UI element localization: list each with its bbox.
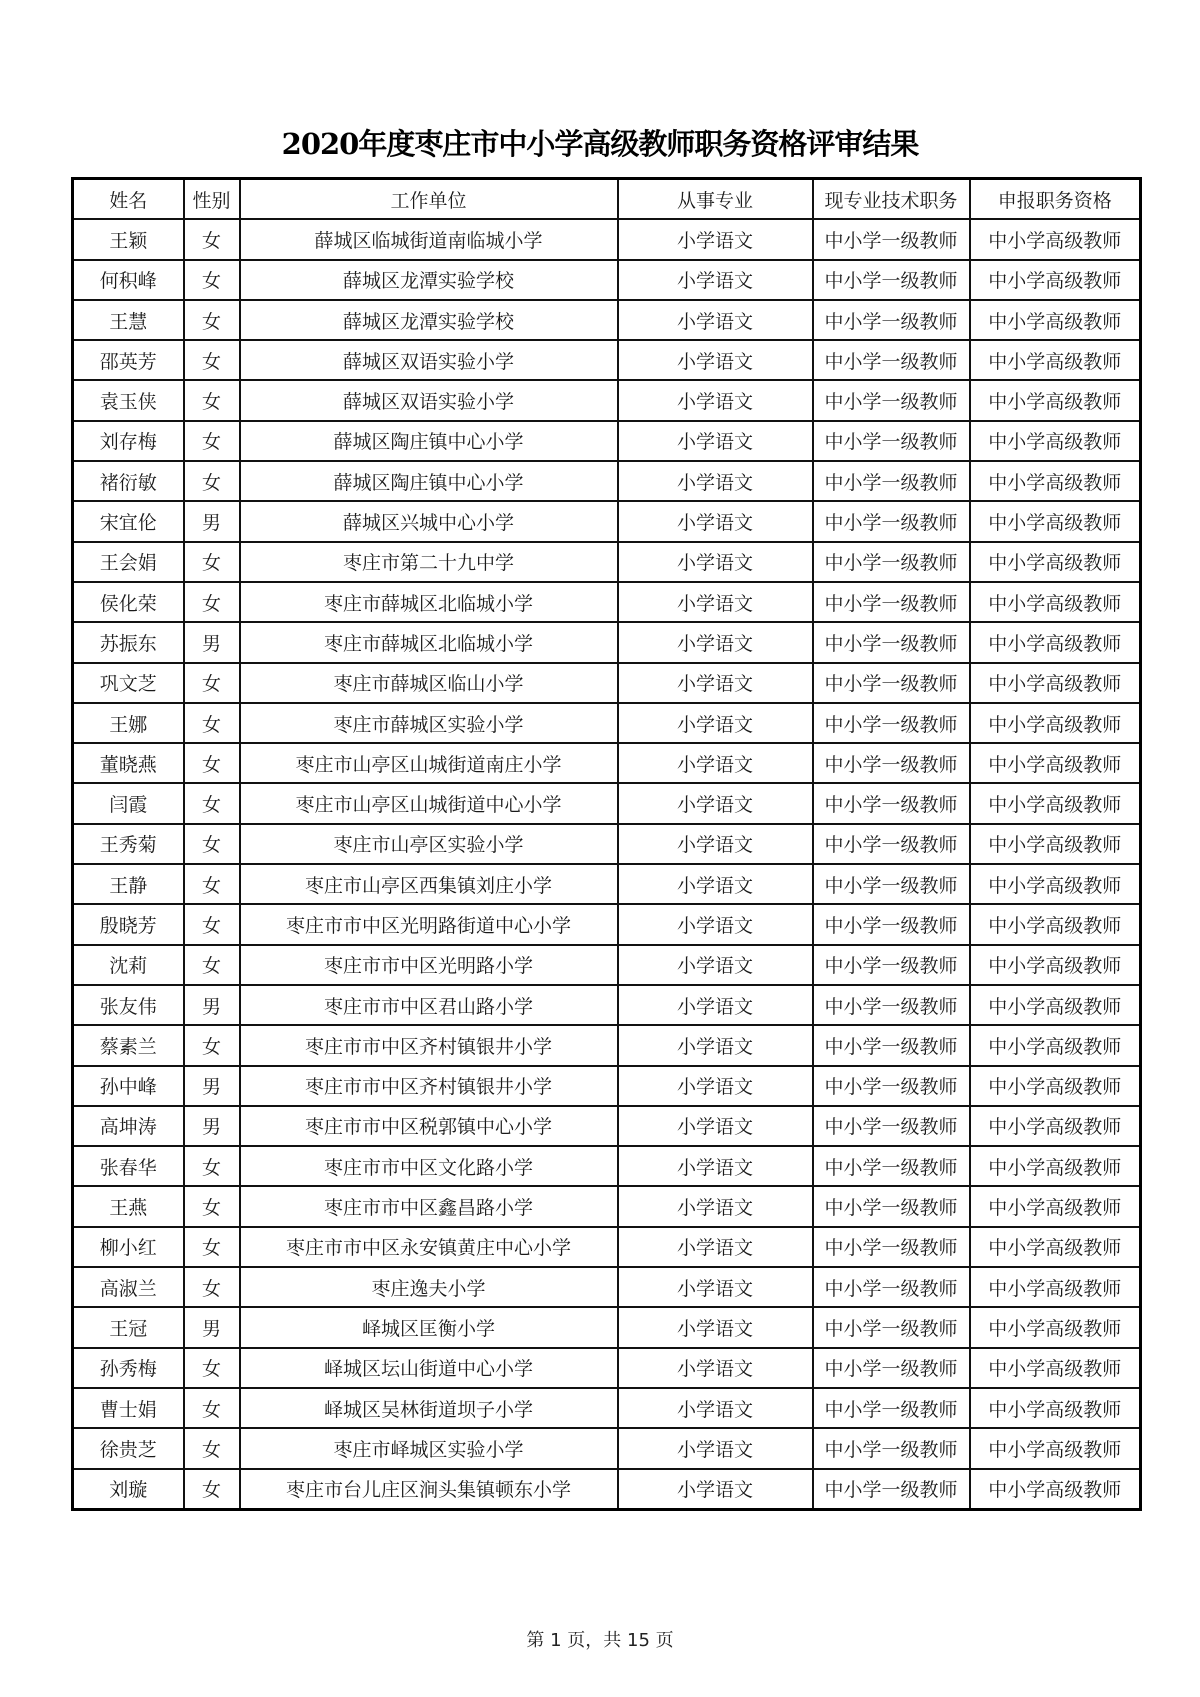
table-row <box>73 1186 1141 1226</box>
cell-gender: 女 <box>184 1428 240 1468</box>
cell-applied-title: 中小学高级教师 <box>970 1307 1141 1347</box>
cell-workplace: 枣庄市峄城区实验小学 <box>240 1428 618 1468</box>
cell-gender: 女 <box>184 582 240 622</box>
cell-workplace: 枣庄市市中区鑫昌路小学 <box>240 1186 618 1226</box>
cell-specialty: 小学语文 <box>618 743 813 783</box>
cell-current-title: 中小学一级教师 <box>813 1428 970 1468</box>
cell-name: 高淑兰 <box>73 1267 184 1307</box>
cell-specialty: 小学语文 <box>618 824 813 864</box>
table-row <box>73 501 1141 541</box>
cell-applied-title: 中小学高级教师 <box>970 743 1141 783</box>
cell-name: 张友伟 <box>73 985 184 1025</box>
cell-current-title: 中小学一级教师 <box>813 824 970 864</box>
cell-specialty: 小学语文 <box>618 1227 813 1267</box>
cell-current-title: 中小学一级教师 <box>813 260 970 300</box>
cell-gender: 女 <box>184 945 240 985</box>
cell-current-title: 中小学一级教师 <box>813 783 970 823</box>
cell-specialty: 小学语文 <box>618 663 813 703</box>
table-row <box>73 1469 1141 1510</box>
cell-workplace: 峄城区匡衡小学 <box>240 1307 618 1347</box>
cell-workplace: 薛城区陶庄镇中心小学 <box>240 421 618 461</box>
cell-applied-title: 中小学高级教师 <box>970 380 1141 420</box>
cell-gender: 女 <box>184 1227 240 1267</box>
table-row <box>73 743 1141 783</box>
cell-name: 闫霞 <box>73 783 184 823</box>
cell-workplace: 枣庄市山亭区实验小学 <box>240 824 618 864</box>
cell-gender: 女 <box>184 743 240 783</box>
table-row <box>73 542 1141 582</box>
cell-applied-title: 中小学高级教师 <box>970 1106 1141 1146</box>
cell-current-title: 中小学一级教师 <box>813 300 970 340</box>
cell-workplace: 枣庄市台儿庄区涧头集镇顿东小学 <box>240 1469 618 1510</box>
cell-name: 王秀菊 <box>73 824 184 864</box>
cell-applied-title: 中小学高级教师 <box>970 864 1141 904</box>
cell-gender: 女 <box>184 1186 240 1226</box>
cell-gender: 女 <box>184 421 240 461</box>
cell-name: 曹士娟 <box>73 1388 184 1428</box>
cell-workplace: 枣庄市市中区永安镇黄庄中心小学 <box>240 1227 618 1267</box>
cell-gender: 女 <box>184 1388 240 1428</box>
cell-name: 邵英芳 <box>73 340 184 380</box>
cell-gender: 女 <box>184 864 240 904</box>
cell-current-title: 中小学一级教师 <box>813 945 970 985</box>
cell-name: 王静 <box>73 864 184 904</box>
cell-workplace: 枣庄市薛城区实验小学 <box>240 703 618 743</box>
table-row <box>73 1388 1141 1428</box>
cell-workplace: 薛城区双语实验小学 <box>240 340 618 380</box>
cell-current-title: 中小学一级教师 <box>813 864 970 904</box>
cell-applied-title: 中小学高级教师 <box>970 1348 1141 1388</box>
cell-name: 殷晓芳 <box>73 904 184 944</box>
table-row <box>73 260 1141 300</box>
page-title: 2020年度枣庄市中小学高级教师职务资格评审结果 <box>281 127 919 161</box>
cell-current-title: 中小学一级教师 <box>813 1348 970 1388</box>
cell-gender: 女 <box>184 300 240 340</box>
cell-specialty: 小学语文 <box>618 1307 813 1347</box>
cell-specialty: 小学语文 <box>618 1186 813 1226</box>
cell-current-title: 中小学一级教师 <box>813 663 970 703</box>
table-row <box>73 904 1141 944</box>
cell-current-title: 中小学一级教师 <box>813 582 970 622</box>
cell-current-title: 中小学一级教师 <box>813 1267 970 1307</box>
cell-workplace: 枣庄市第二十九中学 <box>240 542 618 582</box>
table-row <box>73 864 1141 904</box>
cell-gender: 女 <box>184 1267 240 1307</box>
cell-current-title: 中小学一级教师 <box>813 1307 970 1347</box>
cell-workplace: 薛城区兴城中心小学 <box>240 501 618 541</box>
table-row <box>73 219 1141 259</box>
cell-current-title: 中小学一级教师 <box>813 461 970 501</box>
cell-workplace: 枣庄市市中区齐村镇银井小学 <box>240 1066 618 1106</box>
cell-current-title: 中小学一级教师 <box>813 985 970 1025</box>
cell-current-title: 中小学一级教师 <box>813 1025 970 1065</box>
cell-name: 孙秀梅 <box>73 1348 184 1388</box>
cell-current-title: 中小学一级教师 <box>813 340 970 380</box>
column-header-workplace: 工作单位 <box>240 179 618 220</box>
cell-specialty: 小学语文 <box>618 542 813 582</box>
cell-specialty: 小学语文 <box>618 622 813 662</box>
table-row <box>73 824 1141 864</box>
cell-applied-title: 中小学高级教师 <box>970 300 1141 340</box>
cell-specialty: 小学语文 <box>618 260 813 300</box>
table-row <box>73 1428 1141 1468</box>
table-row <box>73 945 1141 985</box>
cell-name: 董晓燕 <box>73 743 184 783</box>
cell-workplace: 枣庄市市中区文化路小学 <box>240 1146 618 1186</box>
results-table <box>71 177 1142 1511</box>
cell-name: 侯化荣 <box>73 582 184 622</box>
cell-name: 柳小红 <box>73 1227 184 1267</box>
cell-name: 褚衍敏 <box>73 461 184 501</box>
cell-current-title: 中小学一级教师 <box>813 904 970 944</box>
cell-gender: 女 <box>184 824 240 864</box>
cell-applied-title: 中小学高级教师 <box>970 461 1141 501</box>
cell-specialty: 小学语文 <box>618 300 813 340</box>
cell-workplace: 枣庄市市中区齐村镇银井小学 <box>240 1025 618 1065</box>
cell-gender: 男 <box>184 1307 240 1347</box>
cell-applied-title: 中小学高级教师 <box>970 703 1141 743</box>
cell-applied-title: 中小学高级教师 <box>970 663 1141 703</box>
cell-workplace: 薛城区双语实验小学 <box>240 380 618 420</box>
cell-specialty: 小学语文 <box>618 1066 813 1106</box>
cell-name: 刘璇 <box>73 1469 184 1510</box>
cell-workplace: 枣庄市市中区光明路街道中心小学 <box>240 904 618 944</box>
cell-workplace: 峄城区吴林街道坝子小学 <box>240 1388 618 1428</box>
cell-applied-title: 中小学高级教师 <box>970 1428 1141 1468</box>
cell-applied-title: 中小学高级教师 <box>970 1066 1141 1106</box>
table-row <box>73 622 1141 662</box>
cell-name: 刘存梅 <box>73 421 184 461</box>
cell-applied-title: 中小学高级教师 <box>970 501 1141 541</box>
cell-name: 王慧 <box>73 300 184 340</box>
cell-gender: 女 <box>184 1146 240 1186</box>
cell-name: 王燕 <box>73 1186 184 1226</box>
cell-workplace: 薛城区龙潭实验学校 <box>240 260 618 300</box>
cell-name: 蔡素兰 <box>73 1025 184 1065</box>
table-row <box>73 703 1141 743</box>
table-row <box>73 1025 1141 1065</box>
cell-applied-title: 中小学高级教师 <box>970 542 1141 582</box>
cell-workplace: 薛城区陶庄镇中心小学 <box>240 461 618 501</box>
cell-name: 王娜 <box>73 703 184 743</box>
table-row <box>73 300 1141 340</box>
cell-applied-title: 中小学高级教师 <box>970 340 1141 380</box>
table-row <box>73 1307 1141 1347</box>
cell-name: 巩文芝 <box>73 663 184 703</box>
cell-workplace: 枣庄市山亭区西集镇刘庄小学 <box>240 864 618 904</box>
cell-applied-title: 中小学高级教师 <box>970 1388 1141 1428</box>
table-row <box>73 1066 1141 1106</box>
cell-current-title: 中小学一级教师 <box>813 1106 970 1146</box>
cell-gender: 女 <box>184 1025 240 1065</box>
table-row <box>73 985 1141 1025</box>
table-row <box>73 1267 1141 1307</box>
cell-specialty: 小学语文 <box>618 380 813 420</box>
cell-current-title: 中小学一级教师 <box>813 1066 970 1106</box>
cell-specialty: 小学语文 <box>618 783 813 823</box>
cell-applied-title: 中小学高级教师 <box>970 824 1141 864</box>
cell-specialty: 小学语文 <box>618 1146 813 1186</box>
cell-specialty: 小学语文 <box>618 219 813 259</box>
cell-specialty: 小学语文 <box>618 703 813 743</box>
cell-applied-title: 中小学高级教师 <box>970 1186 1141 1226</box>
cell-name: 王冠 <box>73 1307 184 1347</box>
cell-applied-title: 中小学高级教师 <box>970 260 1141 300</box>
cell-name: 孙中峰 <box>73 1066 184 1106</box>
cell-specialty: 小学语文 <box>618 1267 813 1307</box>
column-header-name: 姓名 <box>73 179 184 220</box>
cell-workplace: 薛城区龙潭实验学校 <box>240 300 618 340</box>
table-row <box>73 380 1141 420</box>
cell-specialty: 小学语文 <box>618 1106 813 1146</box>
table-row <box>73 1348 1141 1388</box>
table-row <box>73 461 1141 501</box>
cell-applied-title: 中小学高级教师 <box>970 1469 1141 1510</box>
cell-current-title: 中小学一级教师 <box>813 703 970 743</box>
cell-applied-title: 中小学高级教师 <box>970 783 1141 823</box>
cell-name: 张春华 <box>73 1146 184 1186</box>
cell-applied-title: 中小学高级教师 <box>970 985 1141 1025</box>
cell-current-title: 中小学一级教师 <box>813 501 970 541</box>
cell-current-title: 中小学一级教师 <box>813 1388 970 1428</box>
cell-workplace: 枣庄市山亭区山城街道中心小学 <box>240 783 618 823</box>
cell-current-title: 中小学一级教师 <box>813 1469 970 1510</box>
cell-specialty: 小学语文 <box>618 501 813 541</box>
cell-name: 袁玉侠 <box>73 380 184 420</box>
cell-gender: 男 <box>184 985 240 1025</box>
page-footer: 第 1 页，共 15 页 <box>526 1630 674 1651</box>
cell-applied-title: 中小学高级教师 <box>970 421 1141 461</box>
cell-specialty: 小学语文 <box>618 864 813 904</box>
table-row <box>73 1227 1141 1267</box>
cell-name: 王颖 <box>73 219 184 259</box>
cell-applied-title: 中小学高级教师 <box>970 622 1141 662</box>
cell-name: 徐贵芝 <box>73 1428 184 1468</box>
cell-specialty: 小学语文 <box>618 461 813 501</box>
cell-gender: 女 <box>184 783 240 823</box>
cell-specialty: 小学语文 <box>618 1348 813 1388</box>
cell-workplace: 枣庄市市中区君山路小学 <box>240 985 618 1025</box>
cell-current-title: 中小学一级教师 <box>813 1186 970 1226</box>
table-row <box>73 1146 1141 1186</box>
cell-gender: 女 <box>184 260 240 300</box>
cell-current-title: 中小学一级教师 <box>813 1227 970 1267</box>
cell-name: 何积峰 <box>73 260 184 300</box>
cell-workplace: 枣庄市薛城区临山小学 <box>240 663 618 703</box>
cell-gender: 女 <box>184 219 240 259</box>
cell-workplace: 枣庄市市中区税郭镇中心小学 <box>240 1106 618 1146</box>
cell-current-title: 中小学一级教师 <box>813 542 970 582</box>
cell-current-title: 中小学一级教师 <box>813 219 970 259</box>
cell-gender: 女 <box>184 542 240 582</box>
cell-current-title: 中小学一级教师 <box>813 380 970 420</box>
cell-workplace: 枣庄市薛城区北临城小学 <box>240 622 618 662</box>
cell-workplace: 枣庄逸夫小学 <box>240 1267 618 1307</box>
table-header-row <box>73 179 1141 220</box>
column-header-current-title: 现专业技术职务 <box>813 179 970 220</box>
cell-name: 苏振东 <box>73 622 184 662</box>
cell-specialty: 小学语文 <box>618 582 813 622</box>
column-header-specialty: 从事专业 <box>618 179 813 220</box>
cell-gender: 女 <box>184 904 240 944</box>
table-row <box>73 340 1141 380</box>
cell-applied-title: 中小学高级教师 <box>970 904 1141 944</box>
cell-specialty: 小学语文 <box>618 1388 813 1428</box>
table-row <box>73 783 1141 823</box>
table-row <box>73 1106 1141 1146</box>
cell-gender: 男 <box>184 1066 240 1106</box>
cell-workplace: 枣庄市市中区光明路小学 <box>240 945 618 985</box>
cell-workplace: 薛城区临城街道南临城小学 <box>240 219 618 259</box>
cell-gender: 女 <box>184 1469 240 1510</box>
cell-applied-title: 中小学高级教师 <box>970 1267 1141 1307</box>
cell-applied-title: 中小学高级教师 <box>970 219 1141 259</box>
cell-specialty: 小学语文 <box>618 340 813 380</box>
cell-specialty: 小学语文 <box>618 945 813 985</box>
cell-gender: 女 <box>184 340 240 380</box>
cell-gender: 女 <box>184 1348 240 1388</box>
cell-specialty: 小学语文 <box>618 904 813 944</box>
cell-applied-title: 中小学高级教师 <box>970 945 1141 985</box>
cell-gender: 男 <box>184 1106 240 1146</box>
table-row <box>73 582 1141 622</box>
cell-workplace: 峄城区坛山街道中心小学 <box>240 1348 618 1388</box>
cell-applied-title: 中小学高级教师 <box>970 1146 1141 1186</box>
cell-workplace: 枣庄市山亭区山城街道南庄小学 <box>240 743 618 783</box>
cell-specialty: 小学语文 <box>618 985 813 1025</box>
column-header-gender: 性别 <box>184 179 240 220</box>
cell-gender: 女 <box>184 703 240 743</box>
cell-gender: 女 <box>184 380 240 420</box>
cell-specialty: 小学语文 <box>618 1428 813 1468</box>
cell-name: 宋宜伦 <box>73 501 184 541</box>
cell-current-title: 中小学一级教师 <box>813 1146 970 1186</box>
cell-specialty: 小学语文 <box>618 421 813 461</box>
cell-gender: 女 <box>184 663 240 703</box>
cell-name: 高坤涛 <box>73 1106 184 1146</box>
cell-applied-title: 中小学高级教师 <box>970 582 1141 622</box>
cell-current-title: 中小学一级教师 <box>813 421 970 461</box>
column-header-applied-title: 申报职务资格 <box>970 179 1141 220</box>
cell-gender: 男 <box>184 501 240 541</box>
cell-specialty: 小学语文 <box>618 1025 813 1065</box>
cell-name: 沈莉 <box>73 945 184 985</box>
cell-applied-title: 中小学高级教师 <box>970 1025 1141 1065</box>
cell-specialty: 小学语文 <box>618 1469 813 1510</box>
cell-gender: 男 <box>184 622 240 662</box>
cell-applied-title: 中小学高级教师 <box>970 1227 1141 1267</box>
cell-gender: 女 <box>184 461 240 501</box>
cell-workplace: 枣庄市薛城区北临城小学 <box>240 582 618 622</box>
cell-current-title: 中小学一级教师 <box>813 743 970 783</box>
table-row <box>73 663 1141 703</box>
table-row <box>73 421 1141 461</box>
cell-name: 王会娟 <box>73 542 184 582</box>
cell-current-title: 中小学一级教师 <box>813 622 970 662</box>
table-body <box>73 219 1141 1509</box>
